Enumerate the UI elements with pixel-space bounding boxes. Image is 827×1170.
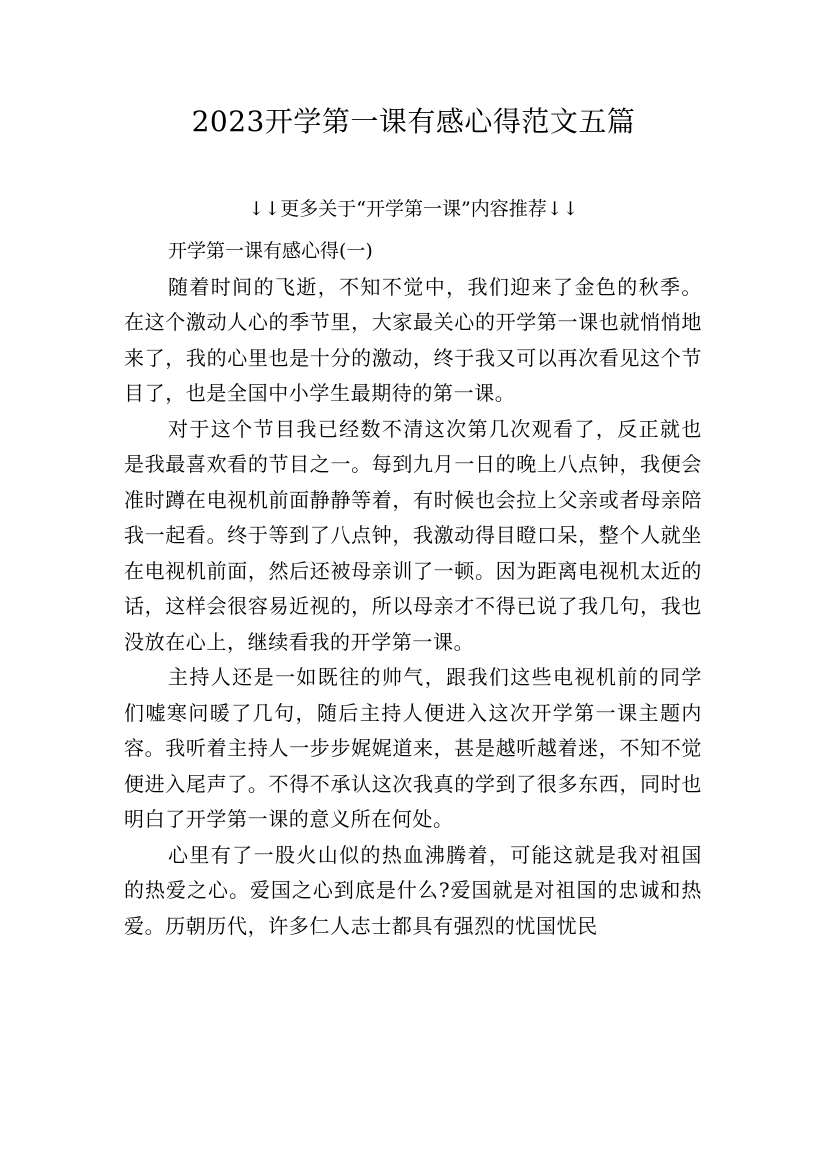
paragraph-3: 主持人还是一如既往的帅气，跟我们这些电视机前的同学们嘘寒问暖了几句，随后主持人便进入这次开学第一课主题内容。我听着主持人一步步娓娓道来，甚是越听越着迷，不知不觉便进入尾声了。不得不承认这次我真的学到了很多东西，同时也明白了开学第一课的意义所在何处。 — [124, 665, 702, 831]
document-title: 2023开学第一课有感心得范文五篇 — [191, 105, 636, 138]
section-heading: 开学第一课有感心得(一) — [168, 240, 373, 262]
paragraph-1: 随着时间的飞逝，不知不觉中，我们迎来了金色的秋季。在这个激动人心的季节里，大家最关心的开学第一课也就悄悄地来了，我的心里也是十分的激动，终于我又可以再次看见这个节目了，也是全国中小学生最期待的第一课。 — [124, 274, 702, 405]
recommend-link[interactable]: ↓↓更多关于“开学第一课”内容推荐↓↓ — [248, 198, 579, 220]
paragraph-4: 心里有了一股火山似的热血沸腾着，可能这就是我对祖国的热爱之心。爱国之心到底是什么?爱国就是对祖国的忠诚和热爱。历朝历代，许多仁人志士都具有强烈的忧国忧民 — [124, 842, 702, 938]
paragraph-2: 对于这个节目我已经数不清这次第几次观看了，反正就也是我最喜欢看的节目之一。每到九月一日的晚上八点钟，我便会准时蹲在电视机前面静静等着，有时候也会拉上父亲或者母亲陪我一起看。终于等到了八点钟，我激动得目瞪口呆，整个人就坐在电视机前面，然后还被母亲训了一顿。因为距离电视机太近的话，这样会很容易近视的，所以母亲才不得已说了我几句，我也没放在心上，继续看我的开学第一课。 — [124, 416, 702, 654]
document-body — [124, 234, 702, 944]
